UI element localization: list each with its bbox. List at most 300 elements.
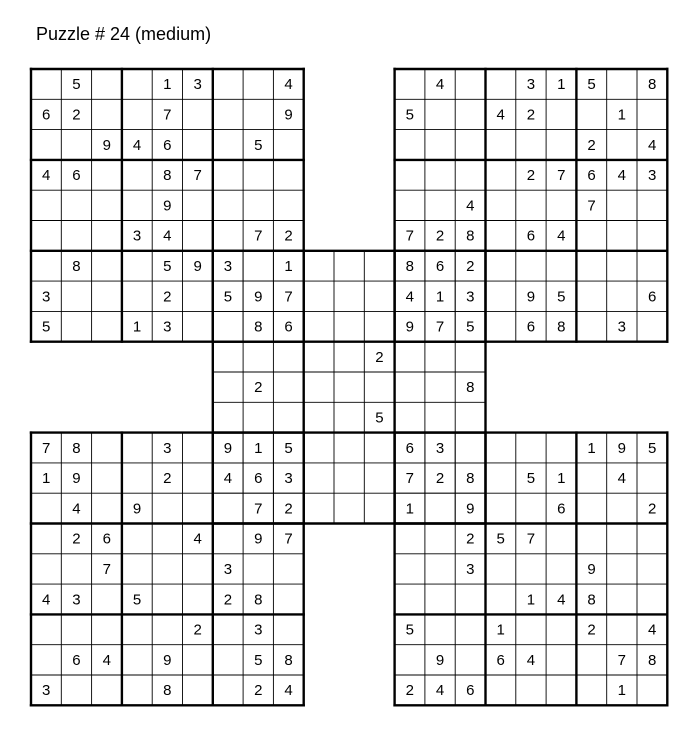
cell-digit: 6 — [72, 651, 81, 669]
sudoku-cell[interactable] — [425, 342, 455, 372]
sudoku-cell[interactable] — [486, 493, 516, 523]
cell-digit: 7 — [526, 530, 536, 548]
sudoku-cell[interactable] — [304, 493, 334, 523]
sudoku-cell[interactable] — [334, 311, 364, 341]
sudoku-cell[interactable] — [183, 584, 213, 614]
sudoku-cell[interactable] — [213, 524, 243, 554]
sudoku-cell[interactable] — [273, 130, 303, 160]
cell-digit: 8 — [466, 379, 475, 397]
sudoku-cell[interactable] — [183, 281, 213, 311]
sudoku-cell[interactable] — [31, 69, 61, 99]
sudoku-cell[interactable] — [364, 372, 394, 402]
sudoku-cell[interactable] — [364, 463, 394, 493]
sudoku-cell[interactable] — [516, 433, 546, 463]
sudoku-cell[interactable] — [92, 69, 122, 99]
sudoku-cell[interactable] — [31, 251, 61, 281]
sudoku-cell[interactable] — [425, 584, 455, 614]
sudoku-cell[interactable] — [183, 493, 213, 523]
sudoku-cell[interactable] — [395, 524, 425, 554]
cell-digit: 1 — [132, 318, 142, 336]
sudoku-cell[interactable] — [213, 372, 243, 402]
sudoku-cell[interactable] — [92, 160, 122, 190]
cell-digit: 4 — [41, 167, 51, 185]
sudoku-cell[interactable] — [455, 69, 485, 99]
sudoku-cell[interactable] — [92, 463, 122, 493]
cell-digit: 1 — [254, 439, 263, 457]
sudoku-cell[interactable] — [213, 221, 243, 251]
cell-digit: 5 — [163, 257, 172, 275]
sudoku-cell[interactable] — [637, 463, 667, 493]
sudoku-cell[interactable] — [425, 554, 455, 584]
sudoku-cell[interactable] — [607, 584, 637, 614]
sudoku-cell[interactable] — [122, 251, 152, 281]
sudoku-cell[interactable] — [122, 190, 152, 220]
sudoku-cell[interactable] — [183, 99, 213, 129]
sudoku-cell[interactable] — [243, 402, 273, 432]
cell-digit: 3 — [254, 621, 263, 639]
sudoku-cell[interactable] — [546, 130, 576, 160]
sudoku-cell[interactable] — [183, 433, 213, 463]
sudoku-cell[interactable] — [122, 554, 152, 584]
sudoku-cell[interactable] — [576, 493, 606, 523]
cell-digit: 9 — [284, 106, 293, 124]
cell-digit: 8 — [587, 591, 596, 609]
cell-digit: 8 — [163, 167, 172, 185]
sudoku-cell[interactable] — [607, 190, 637, 220]
cell-digit: 1 — [557, 470, 566, 488]
sudoku-cell[interactable] — [183, 675, 213, 705]
sudoku-cell[interactable] — [516, 493, 546, 523]
sudoku-cell[interactable] — [364, 281, 394, 311]
cell-digit: 5 — [375, 409, 384, 427]
sudoku-cell[interactable] — [183, 463, 213, 493]
sudoku-cell[interactable] — [455, 402, 485, 432]
cell-digit: 3 — [223, 257, 233, 275]
sudoku-cell[interactable] — [425, 372, 455, 402]
sudoku-cell[interactable] — [486, 190, 516, 220]
sudoku-cell[interactable] — [92, 584, 122, 614]
sudoku-cell[interactable] — [31, 221, 61, 251]
sudoku-cell[interactable] — [61, 281, 91, 311]
sudoku-cell[interactable] — [31, 554, 61, 584]
sudoku-cell[interactable] — [516, 675, 546, 705]
sudoku-cell[interactable] — [395, 402, 425, 432]
cell-digit: 2 — [163, 470, 172, 488]
sudoku-cell[interactable] — [213, 99, 243, 129]
sudoku-cell[interactable] — [273, 584, 303, 614]
sudoku-cell[interactable] — [637, 675, 667, 705]
sudoku-cell[interactable] — [243, 190, 273, 220]
sudoku-cell[interactable] — [243, 160, 273, 190]
cell-digit: 4 — [526, 651, 536, 669]
cell-digit: 7 — [557, 167, 566, 185]
cell-digit: 8 — [72, 257, 81, 275]
sudoku-cell[interactable] — [273, 614, 303, 644]
cell-digit: 4 — [284, 682, 293, 700]
cell-digit: 1 — [557, 76, 566, 94]
sudoku-cell[interactable] — [273, 402, 303, 432]
sudoku-cell[interactable] — [395, 342, 425, 372]
cell-digit: 3 — [647, 167, 657, 185]
sudoku-cell[interactable] — [122, 433, 152, 463]
cell-digit: 8 — [466, 470, 475, 488]
sudoku-cell[interactable] — [637, 99, 667, 129]
sudoku-cell[interactable] — [61, 614, 91, 644]
sudoku-cell[interactable] — [243, 99, 273, 129]
sudoku-cell[interactable] — [486, 433, 516, 463]
sudoku-cell[interactable] — [637, 554, 667, 584]
sudoku-cell[interactable] — [576, 281, 606, 311]
sudoku-cell[interactable] — [607, 554, 637, 584]
sudoku-cell[interactable] — [273, 372, 303, 402]
sudoku-cell[interactable] — [516, 251, 546, 281]
sudoku-cell[interactable] — [395, 130, 425, 160]
cell-digit: 4 — [72, 500, 81, 518]
sudoku-cell[interactable] — [546, 524, 576, 554]
sudoku-cell[interactable] — [486, 584, 516, 614]
sudoku-cell[interactable] — [122, 645, 152, 675]
sudoku-cell[interactable] — [92, 190, 122, 220]
cell-digit: 1 — [435, 288, 445, 306]
sudoku-cell[interactable] — [334, 402, 364, 432]
sudoku-cell[interactable] — [455, 99, 485, 129]
sudoku-cell[interactable] — [546, 645, 576, 675]
sudoku-cell[interactable] — [304, 402, 334, 432]
cell-digit: 2 — [223, 591, 233, 609]
cell-digit: 2 — [375, 348, 384, 366]
cell-digit: 2 — [254, 379, 263, 397]
sudoku-cell[interactable] — [183, 190, 213, 220]
sudoku-cell[interactable] — [607, 130, 637, 160]
sudoku-cell[interactable] — [546, 675, 576, 705]
cell-digit: 3 — [132, 227, 142, 245]
sudoku-cell[interactable] — [486, 130, 516, 160]
sudoku-cell[interactable] — [243, 554, 273, 584]
sudoku-cell[interactable] — [425, 99, 455, 129]
sudoku-cell[interactable] — [637, 524, 667, 554]
sudoku-cell[interactable] — [183, 554, 213, 584]
sudoku-cell[interactable] — [607, 493, 637, 523]
sudoku-cell[interactable] — [546, 433, 576, 463]
sudoku-cell[interactable] — [31, 524, 61, 554]
sudoku-cell[interactable] — [122, 99, 152, 129]
sudoku-cell[interactable] — [152, 524, 182, 554]
sudoku-cell[interactable] — [425, 493, 455, 523]
cell-digit: 4 — [496, 106, 505, 124]
sudoku-cell[interactable] — [92, 221, 122, 251]
sudoku-cell[interactable] — [31, 190, 61, 220]
sudoku-cell[interactable] — [486, 251, 516, 281]
sudoku-cell[interactable] — [546, 554, 576, 584]
sudoku-cell[interactable] — [395, 160, 425, 190]
cell-digit: 6 — [526, 318, 536, 336]
sudoku-cell[interactable] — [92, 493, 122, 523]
sudoku-cell[interactable] — [455, 160, 485, 190]
cell-digit: 4 — [557, 227, 566, 245]
sudoku-cell[interactable] — [92, 99, 122, 129]
cell-digit: 2 — [72, 106, 81, 124]
sudoku-cell[interactable] — [334, 372, 364, 402]
sudoku-cell[interactable] — [304, 433, 334, 463]
sudoku-cell[interactable] — [304, 311, 334, 341]
sudoku-cell[interactable] — [183, 311, 213, 341]
cell-digit: 1 — [526, 591, 536, 609]
cell-digit: 8 — [163, 682, 172, 700]
cell-digit: 5 — [587, 76, 596, 94]
sudoku-cell[interactable] — [152, 493, 182, 523]
sudoku-cell[interactable] — [152, 584, 182, 614]
cell-digit: 2 — [647, 500, 657, 518]
cell-digit: 8 — [72, 439, 81, 457]
sudoku-cell[interactable] — [334, 463, 364, 493]
sudoku-cell[interactable] — [576, 675, 606, 705]
cell-digit: 4 — [41, 591, 51, 609]
sudoku-cell[interactable] — [576, 524, 606, 554]
sudoku-cell[interactable] — [122, 675, 152, 705]
cell-digit: 6 — [587, 167, 596, 185]
cell-digit: 9 — [435, 651, 445, 669]
cell-digit: 7 — [102, 560, 111, 578]
sudoku-cell[interactable] — [607, 281, 637, 311]
cell-digit: 6 — [496, 651, 505, 669]
sudoku-cell[interactable] — [122, 524, 152, 554]
sudoku-cell[interactable] — [455, 614, 485, 644]
sudoku-cell[interactable] — [122, 160, 152, 190]
sudoku-cell[interactable] — [152, 554, 182, 584]
sudoku-cell[interactable] — [516, 554, 546, 584]
cell-digit: 7 — [587, 197, 596, 215]
sudoku-cell[interactable] — [213, 675, 243, 705]
cell-digit: 7 — [163, 106, 172, 124]
cell-digit: 4 — [284, 76, 293, 94]
sudoku-cell[interactable] — [334, 251, 364, 281]
sudoku-cell[interactable] — [607, 614, 637, 644]
sudoku-cell[interactable] — [304, 281, 334, 311]
sudoku-cell[interactable] — [486, 69, 516, 99]
cell-digit: 5 — [132, 591, 142, 609]
sudoku-cell[interactable] — [455, 342, 485, 372]
sudoku-cell[interactable] — [304, 372, 334, 402]
cell-digit: 7 — [405, 470, 414, 488]
cell-digit: 5 — [284, 439, 293, 457]
sudoku-cell[interactable] — [395, 645, 425, 675]
sudoku-cell[interactable] — [395, 584, 425, 614]
sudoku-cell[interactable] — [546, 614, 576, 644]
cell-digit: 1 — [405, 500, 414, 518]
sudoku-cell[interactable] — [576, 645, 606, 675]
cell-digit: 4 — [435, 682, 445, 700]
sudoku-cell[interactable] — [273, 190, 303, 220]
sudoku-cell[interactable] — [122, 463, 152, 493]
sudoku-cell[interactable] — [425, 524, 455, 554]
sudoku-cell[interactable] — [546, 251, 576, 281]
sudoku-cell[interactable] — [425, 614, 455, 644]
sudoku-cell[interactable] — [213, 402, 243, 432]
sudoku-cell[interactable] — [576, 99, 606, 129]
sudoku-cell[interactable] — [576, 251, 606, 281]
sudoku-cell[interactable] — [213, 69, 243, 99]
sudoku-cell[interactable] — [425, 190, 455, 220]
cell-digit: 2 — [163, 288, 172, 306]
sudoku-cell[interactable] — [92, 614, 122, 644]
sudoku-cell[interactable] — [213, 342, 243, 372]
cell-digit: 4 — [617, 470, 627, 488]
cell-digit: 5 — [526, 470, 536, 488]
sudoku-cell[interactable] — [61, 675, 91, 705]
cell-digit: 2 — [526, 167, 536, 185]
sudoku-cell[interactable] — [92, 675, 122, 705]
sudoku-cell[interactable] — [213, 645, 243, 675]
cell-digit: 6 — [72, 167, 81, 185]
cell-digit: 1 — [617, 106, 627, 124]
cell-digit: 3 — [193, 76, 202, 94]
sudoku-cell[interactable] — [273, 554, 303, 584]
sudoku-cell[interactable] — [425, 130, 455, 160]
cell-digit: 2 — [466, 257, 475, 275]
sudoku-cell[interactable] — [334, 433, 364, 463]
sudoku-cell[interactable] — [546, 190, 576, 220]
sudoku-cell[interactable] — [61, 190, 91, 220]
cell-digit: 8 — [284, 651, 293, 669]
sudoku-cell[interactable] — [304, 463, 334, 493]
cell-digit: 5 — [41, 318, 51, 336]
sudoku-cell[interactable] — [455, 645, 485, 675]
sudoku-cell[interactable] — [273, 342, 303, 372]
sudoku-cell[interactable] — [304, 342, 334, 372]
cell-digit: 4 — [193, 530, 202, 548]
sudoku-cell[interactable] — [395, 69, 425, 99]
sudoku-cell[interactable] — [61, 221, 91, 251]
sudoku-cell[interactable] — [273, 160, 303, 190]
sudoku-cell[interactable] — [334, 342, 364, 372]
sudoku-cell[interactable] — [213, 614, 243, 644]
sudoku-cell[interactable] — [455, 433, 485, 463]
sudoku-cell[interactable] — [637, 221, 667, 251]
sudoku-cell[interactable] — [122, 69, 152, 99]
sudoku-cell[interactable] — [425, 402, 455, 432]
sudoku-cell[interactable] — [486, 281, 516, 311]
sudoku-cell[interactable] — [304, 251, 334, 281]
sudoku-cell[interactable] — [61, 311, 91, 341]
cell-digit: 6 — [102, 530, 111, 548]
sudoku-cell[interactable] — [576, 221, 606, 251]
cell-digit: 9 — [254, 530, 263, 548]
cell-digit: 9 — [587, 560, 596, 578]
sudoku-cell[interactable] — [61, 554, 91, 584]
sudoku-cell[interactable] — [213, 160, 243, 190]
sudoku-cell[interactable] — [243, 69, 273, 99]
sudoku-cell[interactable] — [607, 524, 637, 554]
sudoku-cell[interactable] — [183, 221, 213, 251]
sudoku-cell[interactable] — [213, 190, 243, 220]
sudoku-cell[interactable] — [425, 160, 455, 190]
cell-digit: 2 — [466, 530, 475, 548]
cell-digit: 9 — [223, 439, 233, 457]
sudoku-cell[interactable] — [607, 221, 637, 251]
cell-digit: 9 — [163, 651, 172, 669]
cell-digit: 8 — [647, 651, 657, 669]
cell-digit: 3 — [617, 318, 627, 336]
sudoku-cell[interactable] — [183, 130, 213, 160]
sudoku-cell[interactable] — [122, 614, 152, 644]
cell-digit: 7 — [254, 500, 263, 518]
sudoku-cell[interactable] — [122, 281, 152, 311]
sudoku-cell[interactable] — [546, 99, 576, 129]
sudoku-cell[interactable] — [364, 493, 394, 523]
sudoku-cell[interactable] — [92, 311, 122, 341]
cell-digit: 4 — [405, 288, 414, 306]
cell-digit: 7 — [405, 227, 414, 245]
cell-digit: 5 — [466, 318, 475, 336]
cell-digit: 5 — [496, 530, 505, 548]
cell-digit: 6 — [405, 439, 414, 457]
sudoku-cell[interactable] — [637, 584, 667, 614]
sudoku-cell[interactable] — [395, 190, 425, 220]
sudoku-cell[interactable] — [395, 372, 425, 402]
sudoku-cell[interactable] — [455, 584, 485, 614]
sudoku-cell[interactable] — [395, 554, 425, 584]
sudoku-cell[interactable] — [213, 311, 243, 341]
sudoku-cell[interactable] — [486, 675, 516, 705]
sudoku-cell[interactable] — [486, 221, 516, 251]
sudoku-cell[interactable] — [92, 281, 122, 311]
sudoku-cell[interactable] — [334, 281, 364, 311]
sudoku-cell[interactable] — [576, 463, 606, 493]
sudoku-cell[interactable] — [243, 251, 273, 281]
sudoku-cell[interactable] — [213, 130, 243, 160]
sudoku-cell[interactable] — [637, 251, 667, 281]
cell-digit: 1 — [617, 682, 627, 700]
sudoku-cell[interactable] — [31, 614, 61, 644]
cell-digit: 1 — [587, 439, 596, 457]
sudoku-cell[interactable] — [152, 614, 182, 644]
sudoku-cell[interactable] — [516, 614, 546, 644]
cell-digit: 2 — [72, 530, 81, 548]
sudoku-cell[interactable] — [243, 342, 273, 372]
sudoku-cell[interactable] — [364, 251, 394, 281]
sudoku-cell[interactable] — [637, 311, 667, 341]
cell-digit: 4 — [647, 136, 657, 154]
sudoku-cell[interactable] — [486, 160, 516, 190]
sudoku-cell[interactable] — [213, 493, 243, 523]
sudoku-cell[interactable] — [92, 251, 122, 281]
sudoku-cell[interactable] — [31, 130, 61, 160]
cell-digit: 6 — [435, 257, 445, 275]
sudoku-cell[interactable] — [364, 433, 394, 463]
sudoku-cell[interactable] — [576, 311, 606, 341]
cell-digit: 5 — [405, 621, 414, 639]
sudoku-cell[interactable] — [607, 251, 637, 281]
sudoku-cell[interactable] — [31, 493, 61, 523]
sudoku-cell[interactable] — [516, 130, 546, 160]
sudoku-cell[interactable] — [334, 493, 364, 523]
sudoku-cell[interactable] — [61, 130, 91, 160]
sudoku-cell[interactable] — [31, 645, 61, 675]
sudoku-cell[interactable] — [486, 554, 516, 584]
sudoku-cell[interactable] — [455, 130, 485, 160]
sudoku-cell[interactable] — [92, 433, 122, 463]
sudoku-cell[interactable] — [183, 645, 213, 675]
sudoku-cell[interactable] — [364, 311, 394, 341]
cell-digit: 3 — [41, 682, 51, 700]
sudoku-cell[interactable] — [607, 69, 637, 99]
sudoku-cell[interactable] — [516, 190, 546, 220]
sudoku-cell[interactable] — [486, 311, 516, 341]
sudoku-cell[interactable] — [486, 463, 516, 493]
sudoku-cell[interactable] — [637, 190, 667, 220]
cell-digit: 1 — [163, 76, 172, 94]
puzzle-title: Puzzle # 24 (medium) — [36, 24, 212, 44]
